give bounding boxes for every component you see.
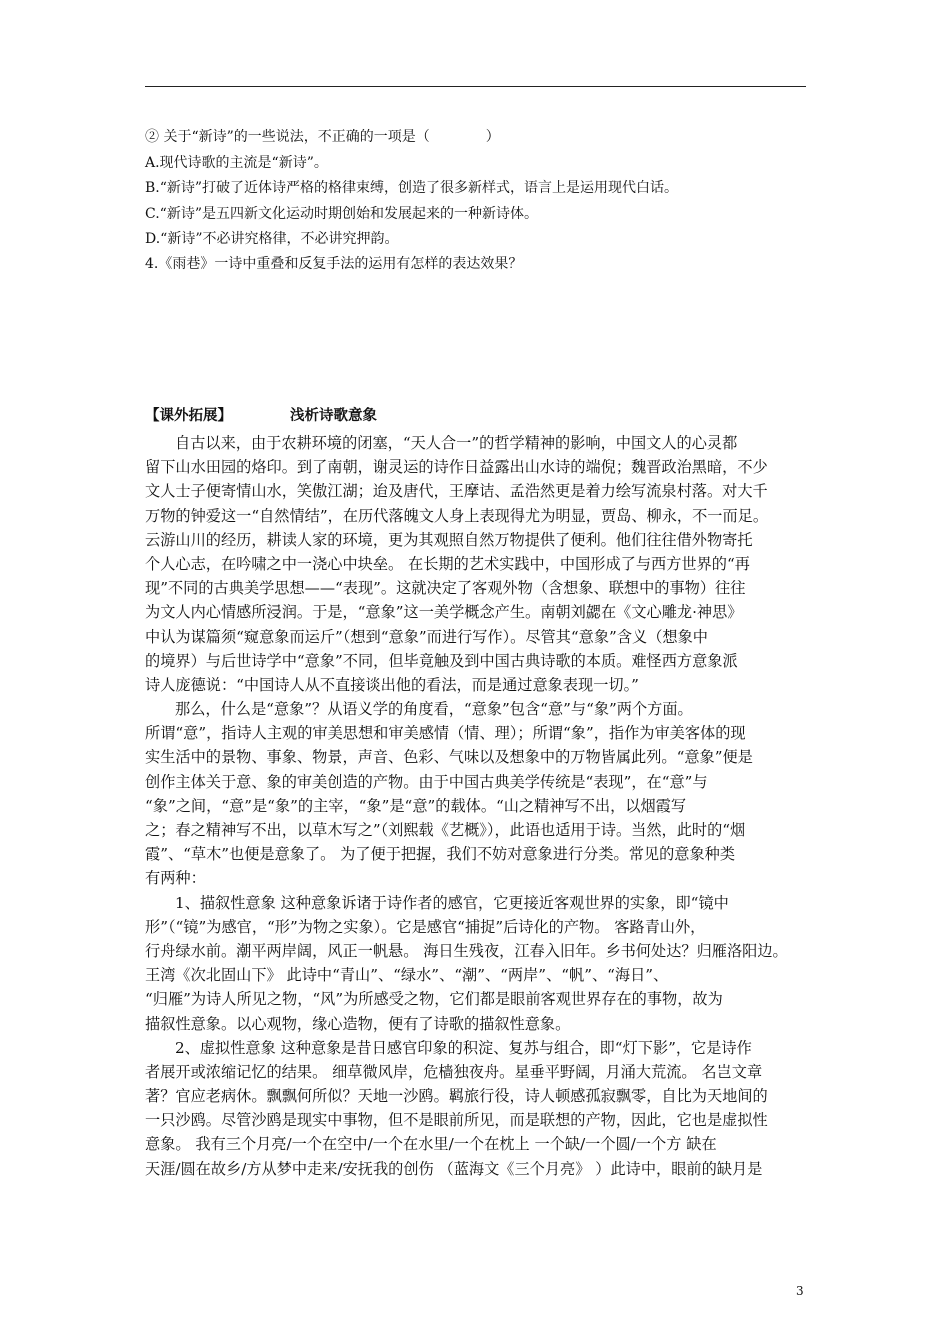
article-line: 文人士子便寄情山水，笑傲江湖；迨及唐代，王摩诘、孟浩然更是着力绘写流泉村落。对大千 — [145, 482, 768, 501]
article-line: 留下山水田园的烙印。到了南朝，谢灵运的诗作日益露出山水诗的端倪；魏晋政治黑暗，不少 — [145, 458, 768, 477]
article-line: 一只沙鸥。尽管沙鸥是现实中事物，但不是眼前所见，而是联想的产物，因此，它也是虚拟性 — [145, 1111, 768, 1130]
option-a: A.现代诗歌的主流是“新诗”。 — [145, 155, 328, 171]
article-line: 所谓“意”，指诗人主观的审美思想和审美感情（情、理）；所谓“象”，指作为审美客体的现 — [145, 724, 746, 743]
article-line: 为文人内心情感所浸润。于是，“意象”这一美学概念产生。南朝刘勰在《文心雕龙·神思》 — [145, 603, 743, 622]
question-2-stem: ② 关于“新诗”的一些说法，不正确的一项是（ ） — [145, 129, 500, 145]
article-line: 2、虚拟性意象 这种意象是昔日感官印象的积淀、复苏与组合，即“灯下影”，它是诗作 — [175, 1038, 752, 1057]
question-4: 4.《雨巷》一诗中重叠和反复手法的运用有怎样的表达效果？ — [145, 256, 523, 272]
article-line: 的境界）与后世诗学中“意象”不同，但毕竟触及到中国古典诗歌的本质。难怪西方意象派 — [145, 651, 738, 670]
article-line: 万物的钟爱这一“自然情结”，在历代落魄文人身上表现得尤为明显，贾岛、柳永，不一而足。 — [145, 506, 769, 525]
article-line: 个人心志，在吟啸之中一浇心中块垒。 在长期的艺术实践中，中国形成了与西方世界的“再 — [145, 554, 750, 573]
option-b: B.“新诗”打破了近体诗严格的格律束缚，创造了很多新样式，语言上是运用现代白话。 — [145, 180, 679, 196]
article-line: 王湾《次北固山下》 此诗中“青山”、“绿水”、“潮”、“两岸”、“帆”、“海日”、 — [145, 966, 669, 985]
article-line: “归雁”为诗人所见之物，“风”为所感受之物，它们都是眼前客观世界存在的事物，故为 — [145, 990, 723, 1009]
article-line: 之；春之精神写不出，以草木写之”（刘熙载《艺概》），此语也适用于诗。当然，此时的“烟 — [145, 821, 746, 839]
article-line: 描叙性意象。以心观物，缘心造物，便有了诗歌的描叙性意象。 — [145, 1014, 571, 1033]
article-line: 天涯/圆在故乡/方从梦中走来/安抚我的创伤 （蓝海文《三个月亮》 ）此诗中，眼前的缺月是 — [145, 1159, 763, 1178]
section-label: 【课外拓展】 — [145, 407, 232, 424]
article-line: 1、描叙性意象 这种意象诉诸于诗作者的感官，它更接近客观世界的实象，即“镜中 — [175, 893, 729, 912]
article-line: 中认为谋篇须“窥意象而运斤”（想到“意象”而进行写作）。尽管其“意象”含义（想象中 — [145, 627, 708, 646]
section-heading — [145, 404, 377, 425]
article-line: “象”之间，“意”是“象”的主宰，“象”是“意”的载体。“山之精神写不出，以烟霞写 — [145, 796, 687, 815]
article-line: 实生活中的景物、事象、物景，声音、色彩、气味以及想象中的万物皆属此列。“意象”便是 — [145, 748, 753, 767]
article-line: 行舟绿水前。潮平两岸阔，风正一帆悬。 海日生残夜，江春入旧年。乡书何处达？归雁洛阳边。 — [145, 941, 788, 960]
article-line: 创作主体关于意、象的审美创造的产物。由于中国古典美学传统是“表现”，在“意”与 — [145, 772, 708, 791]
section-title: 浅析诗歌意象 — [290, 407, 377, 424]
article-line: 形”（“镜”为感官，“形”为物之实象）。它是感官“捕捉”后诗化的产物。 客路青山外， — [145, 917, 706, 936]
article-line: 著？官应老病休。飘飘何所似？天地一沙鸥。羁旅行役，诗人顿感孤寂飘零，自比为天地间的 — [145, 1087, 768, 1106]
article-line: 意象。 我有三个月亮/一个在空中/一个在水里/一个在枕上 一个缺/一个圆/一个方 缺在 — [145, 1135, 717, 1154]
option-d: D.“新诗”不必讲究格律，不必讲究押韵。 — [145, 231, 399, 247]
header-rule — [145, 86, 806, 87]
article-line: 那么，什么是“意象”？从语义学的角度看，“意象”包含“意”与“象”两个方面。 — [175, 700, 693, 719]
article-line: 者展开或浓缩记忆的结果。 细草微风岸，危樯独夜舟。星垂平野阔，月涌大荒流。 名岂文章 — [145, 1062, 763, 1081]
article-body — [145, 431, 825, 1181]
article-line: 有两种： — [145, 869, 206, 888]
article-line: 现”不同的古典美学思想——“表现”。这就决定了客观外物（含想象、联想中的事物）往往 — [145, 579, 746, 598]
option-c: C.“新诗”是五四新文化运动时期创始和发展起来的一种新诗体。 — [145, 206, 538, 222]
page-number: 3 — [796, 1284, 804, 1298]
article-line: 霞”、“草木”也便是意象了。 为了便于把握，我们不妨对意象进行分类。常见的意象种类 — [145, 845, 736, 864]
article-line: 云游山川的经历，耕读人家的环境，更为其观照自然万物提供了便利。他们往往借外物寄托 — [145, 530, 753, 549]
article-line: 诗人庞德说：“中国诗人从不直接谈出他的看法，而是通过意象表现一切。” — [145, 675, 639, 694]
article-line: 自古以来，由于农耕环境的闭塞，“天人合一”的哲学精神的影响，中国文人的心灵都 — [175, 434, 738, 452]
